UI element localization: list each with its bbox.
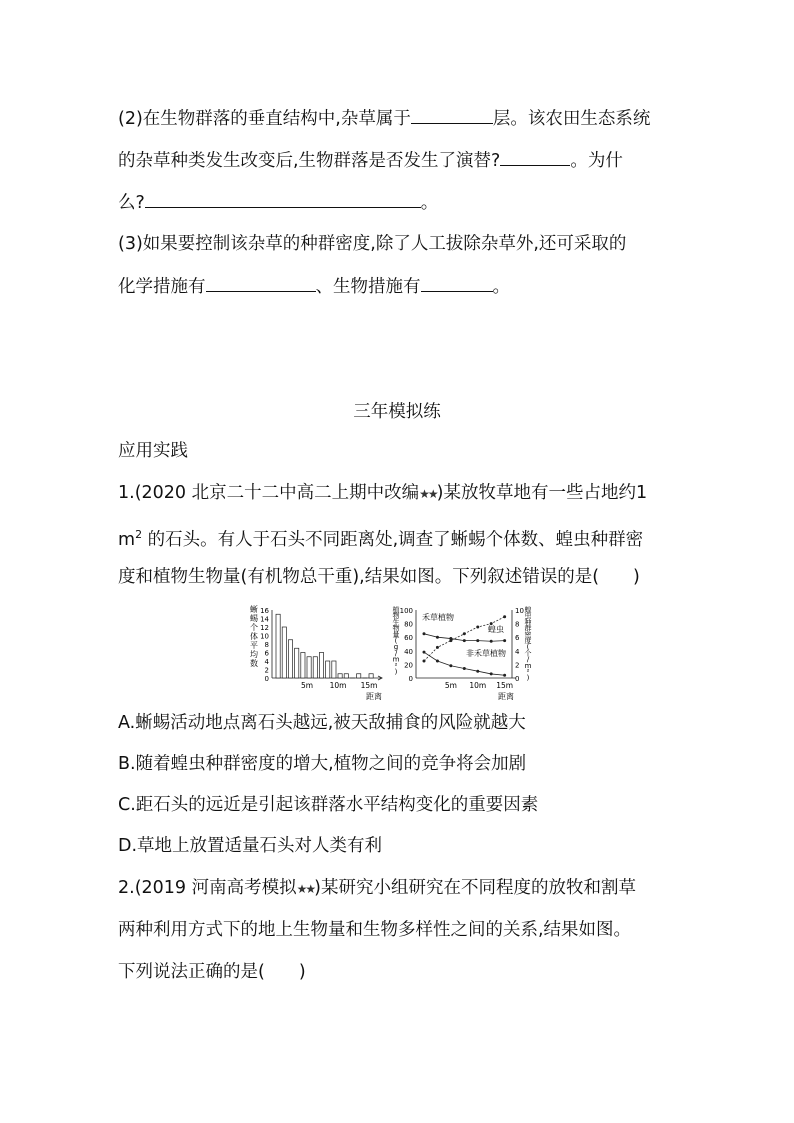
x-axis-label: 距离: [366, 692, 382, 701]
series-label: 禾草植物: [422, 613, 454, 622]
p1-text: 的石头。有人于石头不同距离处,调查了蜥蜴个体数、蝗虫种群密: [142, 529, 644, 550]
bar: [332, 661, 336, 678]
bar: [301, 653, 305, 679]
figure-charts: [0, 598, 794, 708]
q2-text: 。为什: [570, 151, 623, 171]
y-tick-label: 100: [399, 607, 413, 615]
bar: [344, 674, 348, 678]
data-point: [436, 660, 439, 663]
y-tick-label: 10: [260, 632, 269, 641]
answer-blank: [145, 191, 421, 208]
difficulty-stars-icon: ★★: [296, 882, 315, 896]
option-d: D.草地上放置适量石头对人类有利: [118, 836, 383, 856]
difficulty-stars-icon: ★★: [419, 487, 437, 501]
bar: [319, 653, 323, 679]
y2-tick-label: 4: [515, 647, 520, 656]
y2-tick-label: 6: [515, 634, 520, 643]
bar: [276, 614, 280, 678]
data-point: [503, 674, 506, 677]
data-point: [423, 632, 426, 635]
bar: [313, 657, 317, 678]
data-point: [490, 672, 493, 675]
q3-text: 、生物措施有: [315, 277, 421, 297]
data-point: [476, 670, 479, 673]
p1-text: )某放牧草地有一些占地约1: [436, 483, 648, 503]
q2-text: 的杂草种类发生改变后,生物群落是否发生了演替?: [118, 151, 501, 171]
bar: [282, 627, 286, 678]
y-axis-label: 植物生物量( g / m ² ): [392, 606, 400, 676]
data-point: [503, 615, 506, 618]
x-tick-label: 15m: [360, 681, 378, 690]
q2-text: 。: [420, 193, 439, 213]
answer-blank: [421, 275, 493, 292]
x-tick-label: 15m: [496, 681, 514, 690]
series-label: 蝗虫: [488, 625, 504, 634]
q2-line-2: [118, 149, 623, 172]
data-point: [449, 639, 452, 642]
p1-line-1: [118, 482, 647, 505]
y-tick-label: 40: [404, 647, 413, 656]
answer-blank: [500, 149, 570, 166]
y-tick-label: 0: [408, 675, 413, 683]
series-label: 非禾草植物: [466, 649, 506, 658]
x-tick-label: 5m: [300, 681, 314, 690]
option-a: A.蜥蜴活动地点离石头越远,被天敌捕食的风险就越大: [118, 713, 526, 733]
q2-text: 层。该农田生态系统: [492, 109, 651, 129]
bar: [288, 640, 292, 678]
data-point: [463, 639, 466, 642]
data-point: [476, 626, 479, 629]
p2-line-3: [118, 961, 306, 983]
y-tick-label: 20: [404, 661, 413, 670]
y-tick-label: 2: [264, 666, 269, 675]
subsection-title: 应用实践: [118, 441, 188, 461]
data-point: [436, 646, 439, 649]
p1-text: 度和植物生物量(有机物总干重),结果如图。下列叙述错误的是(: [118, 567, 600, 587]
bar: [326, 661, 330, 678]
p2-text: 下列说法正确的是(: [118, 962, 265, 982]
data-point: [503, 639, 506, 642]
y-tick-label: 16: [260, 607, 269, 615]
y-tick-label: 6: [264, 649, 269, 658]
x-axis-label: 距离: [498, 692, 514, 701]
lizard-bar-chart: [250, 604, 382, 701]
bar: [307, 657, 311, 678]
p1-text: ): [633, 567, 640, 587]
data-point: [423, 651, 426, 654]
q3-text: 。: [492, 277, 510, 297]
bar: [357, 674, 361, 678]
y-tick-label: 14: [260, 615, 269, 624]
y-tick-label: 12: [260, 624, 269, 632]
y-tick-label: 8: [264, 641, 269, 649]
p2-line-2: 两种利用方式下的地上生物量和生物多样性之间的关系,结果如图。: [118, 920, 632, 940]
q2-line-1: [118, 107, 650, 130]
y-tick-label: 4: [264, 658, 269, 666]
data-point: [490, 640, 493, 643]
q3-line-1: (3)如果要控制该杂草的种群密度,除了人工拔除杂草外,还可采取的: [118, 234, 627, 254]
bar: [338, 674, 342, 678]
p1-line-3: [118, 566, 640, 588]
y2-tick-label: 0: [515, 675, 520, 683]
q2-text: 么?: [118, 193, 145, 213]
bar: [369, 674, 373, 678]
y-axis-label: 蜥蜴个体平均数: [250, 605, 258, 668]
data-point: [463, 632, 466, 635]
data-point: [476, 639, 479, 642]
p2-text: )某研究小组研究在不同程度的放牧和割草: [314, 878, 636, 898]
q3-text: 化学措施有: [118, 277, 206, 297]
x-tick-label: 10m: [329, 681, 347, 690]
q2-line-3: [118, 191, 438, 214]
option-b: B.随着蝗虫种群密度的增大,植物之间的竞争将会加剧: [118, 754, 527, 774]
data-point: [423, 660, 426, 663]
y2-tick-label: 2: [515, 661, 520, 670]
answer-blank: [206, 275, 316, 292]
y-tick-label: 60: [404, 634, 413, 643]
x-tick-label: 10m: [469, 681, 487, 690]
q3-line-2: [118, 275, 510, 298]
y-tick-label: 0: [264, 675, 269, 683]
p2-text: ): [298, 962, 306, 982]
y2-tick-label: 8: [515, 620, 520, 629]
q2-text: (2)在生物群落的垂直结构中,杂草属于: [118, 109, 411, 129]
superscript: 2: [135, 528, 143, 541]
option-c: C.距石头的远近是引起该群落水平结构变化的重要因素: [118, 795, 539, 815]
y2-tick-label: 10: [515, 607, 524, 615]
data-point: [463, 667, 466, 670]
p1-line-2: [118, 524, 643, 551]
data-point: [436, 636, 439, 639]
data-point: [449, 664, 452, 667]
bar: [295, 648, 299, 678]
p2-line-1: [118, 877, 636, 900]
section-title: 三年模拟练: [353, 402, 441, 422]
p2-text: 2.(2019 河南高考模拟: [118, 878, 297, 898]
biomass-line-chart: [393, 605, 532, 701]
p1-text: 1.(2020 北京二十二中高二上期中改编: [118, 483, 420, 503]
y-tick-label: 80: [404, 620, 413, 629]
answer-blank: [411, 107, 493, 124]
x-tick-label: 5m: [444, 681, 457, 690]
p1-text: m: [118, 529, 136, 550]
y2-axis-label: 蝗虫种群密度(个/ m ² ): [524, 606, 532, 683]
